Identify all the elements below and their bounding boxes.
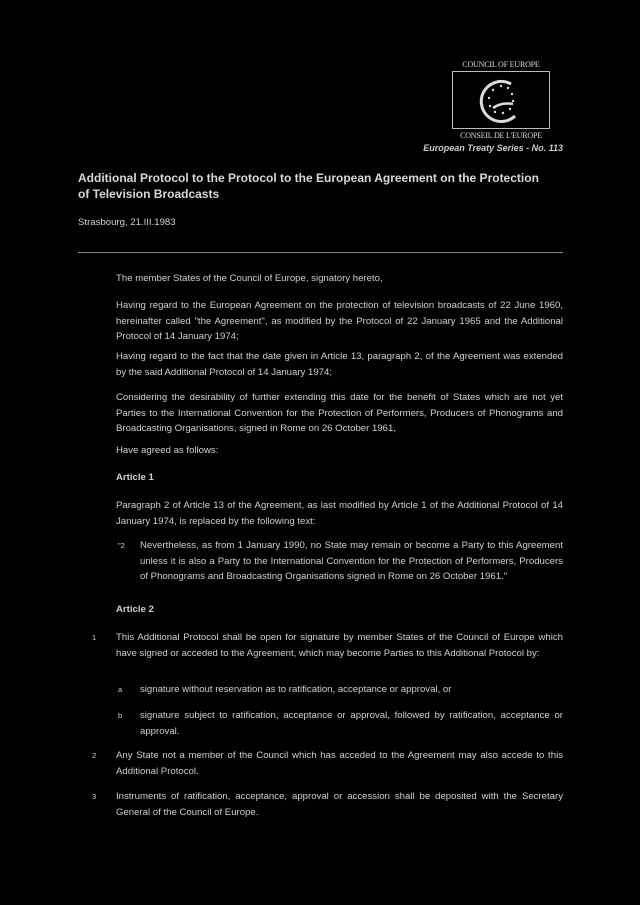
subitem-letter: b [118, 711, 123, 720]
quote-text: Nevertheless, as from 1 January 1990, no State may remain or become a Party to this Agreement unless it is also a Party to the International Convention for the Protection of Performers, Producers of Phonograms and Broadcasting Organisations signed in Rome on 26 October 1961." [140, 540, 563, 583]
divider [78, 252, 563, 253]
article-2-item [92, 789, 563, 820]
article-1-heading: Article 1 [116, 472, 154, 483]
item-number: 1 [92, 633, 97, 642]
article-2-subitem [116, 682, 563, 698]
preamble-paragraph: The member States of the Council of Europe, signatory hereto, [116, 273, 383, 284]
preamble-paragraph: Considering the desirability of further extending this date for the benefit of States which are not yet Parties to the International Convention for the Protection of Performers, Producers of Phonograms and Broadcasting Organisations, signed in Rome on 26 October 1961, [116, 392, 563, 435]
item-text: Any State not a member of the Council which has acceded to the Agreement may also accede to this Additional Protocol. [116, 750, 563, 777]
logo-emblem-icon [452, 71, 550, 129]
preamble-paragraph: Having regard to the fact that the date given in Article 13, paragraph 2, of the Agreement was extended by the said Additional Protocol of 14 January 1974; [116, 351, 563, 378]
subitem-letter: a [118, 685, 123, 694]
article-2-subitem [116, 708, 563, 739]
item-text: Instruments of ratification, acceptance, approval or accession shall be deposited with the Secretary General of the Council of Europe. [116, 791, 563, 818]
logo-top-text: COUNCIL OF EUROPE [462, 60, 540, 69]
subitem-text: signature subject to ratification, acceptance or approval, followed by ratification, acceptance or approval. [140, 710, 563, 737]
preamble-paragraph: Have agreed as follows: [116, 445, 219, 456]
subitem-text: signature without reservation as to ratification, acceptance or approval, or [140, 684, 452, 695]
item-number: 3 [92, 792, 97, 801]
article-1-text: Paragraph 2 of Article 13 of the Agreement, as last modified by Article 1 of the Additional Protocol of 14 January 1974, is replaced by the following text: [116, 500, 563, 527]
place-date: Strasbourg, 21.III.1983 [78, 217, 176, 228]
item-number: 2 [92, 751, 97, 760]
article-1-quote [116, 538, 563, 585]
treaty-series-label: European Treaty Series - No. 113 [423, 143, 563, 153]
quote-number: "2 [118, 541, 125, 550]
article-2-item [92, 630, 563, 661]
council-of-europe-logo [452, 60, 550, 140]
document-title: Additional Protocol to the Protocol to the European Agreement on the Protection of Television Broadcasts [78, 171, 539, 201]
article-2-item [92, 748, 563, 779]
logo-bottom-text: CONSEIL DE L'EUROPE [460, 131, 542, 140]
article-2-heading: Article 2 [116, 604, 154, 615]
preamble-paragraph: Having regard to the European Agreement on the protection of television broadcasts of 22 June 1960, hereinafter called "the Agreement", as modified by the Protocol of 22 January 1965 and the Additional Protocol of 14 January 1974; [116, 300, 563, 343]
item-text: This Additional Protocol shall be open for signature by member States of the Council of Europe which have signed or acceded to the Agreement, which may become Parties to this Additional Protocol by: [116, 632, 563, 659]
